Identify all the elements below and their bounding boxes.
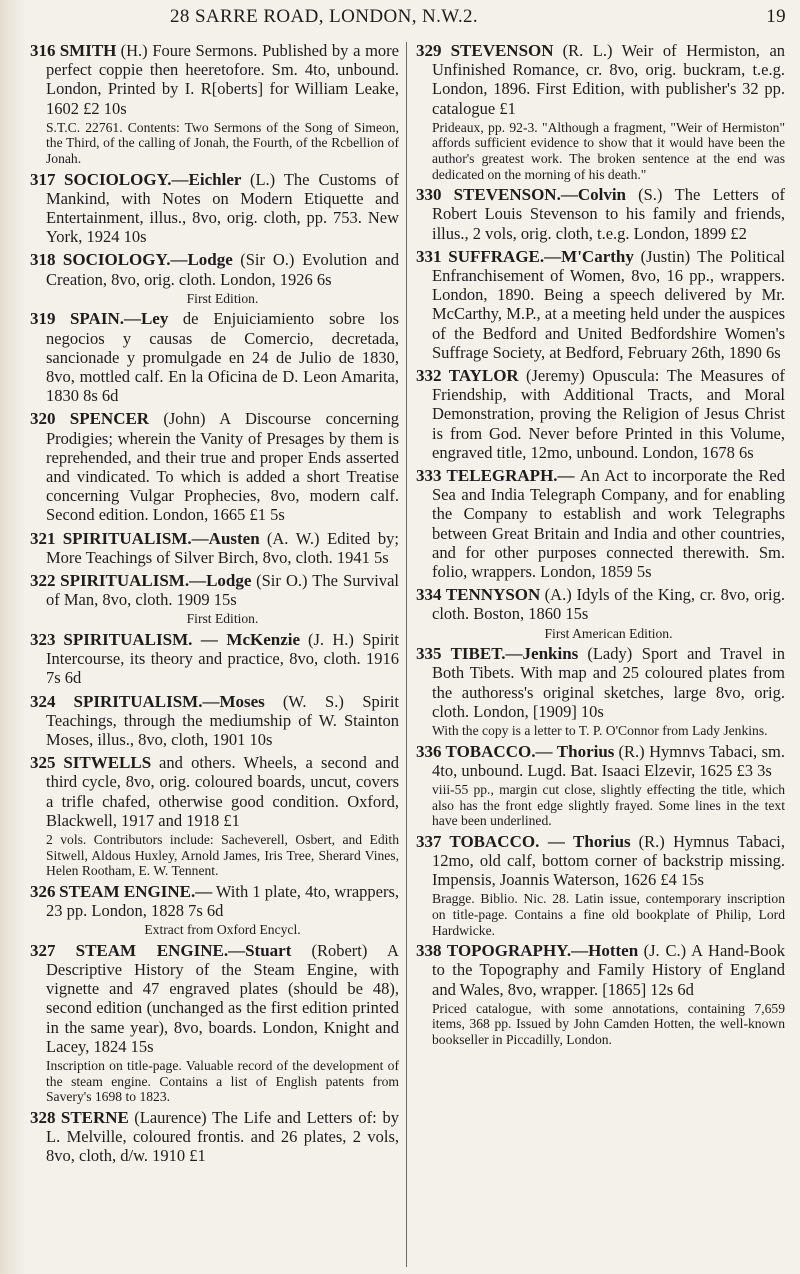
entry-description: (J. H.) Spirit Intercourse, its theory and practice, 8vo, cloth. 1916 7s 6d bbox=[46, 630, 399, 688]
catalogue-entry bbox=[30, 883, 399, 938]
entry-description: (A. W.) Edited by; More Teachings of Silver Birch, 8vo, cloth. 1941 5s bbox=[46, 528, 400, 567]
catalogue-entry bbox=[30, 171, 399, 248]
catalogue-entry bbox=[30, 310, 399, 406]
entry-number: 336 bbox=[416, 741, 442, 761]
running-header bbox=[60, 6, 786, 32]
entry-description: (Sir O.) The Survival of Man, 8vo, cloth. 1909 15s bbox=[46, 571, 399, 610]
entry-number: 328 bbox=[30, 1107, 56, 1127]
entry-note: Extract from Oxford Encycl. bbox=[144, 922, 301, 938]
entry-heading: SPIRITUALISM. — McKenzie bbox=[63, 630, 301, 650]
entry-note: First Edition. bbox=[186, 290, 259, 306]
entry-note: Priced catalogue, with some annotations, containing 7,659 items, 368 pp. Issued by John Camden Hotten, the well-known bookseller in Piccadilly, London. bbox=[432, 1000, 785, 1048]
entry-description: (R.) Hymnvs Tabaci, sm. 4to, unbound. Lugd. Bat. Isaaci Elzevir, 1625 £3 3s bbox=[432, 741, 785, 780]
left-column bbox=[30, 42, 399, 1170]
entry-description: (J. C.) A Hand-Book to the Topography and Family History of England and Wales, 8vo, wrapper. [1865] 12s 6d bbox=[432, 941, 786, 999]
entry-heading: SPIRITUALISM.—Moses bbox=[73, 691, 265, 711]
entry-heading: SPIRITUALISM.—Austen bbox=[62, 528, 260, 548]
catalogue-entry bbox=[30, 1109, 399, 1167]
catalogue-columns bbox=[30, 42, 790, 1267]
entry-description: (Robert) A Descriptive History of the Steam Engine, with vignette and 47 engraved plates (should be 48), second edition (unchanged as the first edition printed in the same year), 8vo, boards. London, Knight and Lacey, 1824 15s bbox=[46, 940, 399, 1056]
catalogue-entry bbox=[416, 248, 785, 363]
entry-description: (Laurence) The Life and Letters of: by L. Melville, coloured frontis. and 26 plates, 2 vols, 8vo, cloth, d/w. 1910 £1 bbox=[46, 1107, 399, 1166]
entry-number: 325 bbox=[30, 753, 56, 773]
entry-description: and others. Wheels, a second and third cycle, 8vo, orig. coloured boards, uncut, covers a trifle chafed, otherwise good condition. Oxford, Blackwell, 1917 and 1918 £1 bbox=[46, 753, 399, 830]
entry-note: Inscription on title-page. Valuable record of the development of the steam engine. Contains a list of English patents from Savery's 1698 to 1823. bbox=[46, 1058, 399, 1105]
entry-description: An Act to incorporate the Red Sea and India Telegraph Company, and for enabling the Company to establish and work Telegraphs between Great Britain and India and other countries, and for other purposes connected therewith. Sm. folio, wrappers. London, 1859 5s bbox=[432, 466, 785, 582]
entry-heading: STEAM ENGINE.— bbox=[59, 881, 213, 901]
entry-number: 324 bbox=[30, 691, 56, 711]
entry-heading: TOPOGRAPHY.—Hotten bbox=[446, 941, 639, 961]
entry-description: (Sir O.) Evolution and Creation, 8vo, orig. cloth. London, 1926 6s bbox=[46, 250, 399, 289]
entry-number: 332 bbox=[416, 366, 442, 386]
entry-description: With 1 plate, 4to, wrappers, 23 pp. London, 1828 7s 6d bbox=[46, 881, 400, 921]
catalogue-entry bbox=[30, 693, 399, 751]
entry-heading: SPENCER bbox=[69, 409, 150, 429]
catalogue-entry bbox=[30, 530, 399, 568]
page-edge-shadow bbox=[0, 0, 26, 1274]
entry-note: 2 vols. Contributors include: Sacheverell, Osbert, and Edith Sitwell, Aldous Huxley, Arnold James, Iris Tree, Sherard Vines, Helen Rootham, E. W. Tennent. bbox=[46, 832, 399, 879]
entry-heading: STEVENSON.—Colvin bbox=[453, 185, 627, 205]
entry-heading: TENNYSON bbox=[445, 585, 541, 605]
entry-heading: TIBET.—Jenkins bbox=[450, 644, 579, 664]
entry-number: 330 bbox=[416, 185, 442, 205]
catalogue-entry bbox=[416, 942, 785, 1047]
entry-number: 338 bbox=[416, 941, 442, 961]
entry-description: (H.) Foure Sermons. Published by a more perfect coppie then heeretofore. Sm. 4to, unbound. London, Printed by I. R[oberts] for William Leake, 1602 £2 10s bbox=[46, 41, 399, 118]
entry-heading: SOCIOLOGY.—Lodge bbox=[62, 250, 233, 270]
entry-heading: STEVENSON bbox=[450, 41, 554, 60]
entry-heading: TOBACCO.— Thorius bbox=[445, 741, 615, 761]
entry-description: (Jeremy) Opuscula: The Measures of Friendship, with Additional Tracts, and Moral Demonstration, proving the Religion of Jesus Christ is from God. Never before Printed in this Volume, engraved title, 12mo, unbound. London, 1678 6s bbox=[432, 366, 785, 462]
catalogue-entry bbox=[30, 251, 399, 306]
entry-heading: TOBACCO. — Thorius bbox=[449, 831, 631, 851]
entry-description: (L.) The Customs of Mankind, with Notes on Modern Etiquette and Entertainment, illus., 8vo, orig. cloth, pp. 753. New York, 1924 10s bbox=[46, 169, 399, 247]
catalogue-entry bbox=[30, 572, 399, 627]
page-number: 19 bbox=[766, 6, 786, 27]
entry-number: 327 bbox=[30, 940, 56, 960]
entry-heading: STERNE bbox=[60, 1107, 129, 1127]
entry-description: (John) A Discourse concerning Prodigies; wherein the Vanity of Presages by them is reprehended, and their true and proper Ends asserted and vindicated. To which is added a short Treatise concerning Vulgar Prophecies, 8vo, modern calf. Second edition. London, 1665 £1 5s bbox=[46, 409, 399, 525]
entry-description: (S.) The Letters of Robert Louis Stevenson to his family and friends, illus., 2 vols, orig. cloth, t.e.g. London, 1899 £2 bbox=[432, 185, 785, 243]
entry-description: (Justin) The Political Enfranchisement of Women, 8vo, 16 pp., wrappers. London, 1890. Being a speech delivered by Mr. McCarthy, M.P., at a meeting held under the auspices of the Bedford and United Bedfordshire Women's Suffrage Society, at Bedford, February 26th, 1890 6s bbox=[432, 246, 785, 362]
entry-note: First American Edition. bbox=[544, 625, 673, 641]
catalogue-entry bbox=[30, 42, 399, 167]
right-column bbox=[416, 42, 785, 1052]
entry-number: 331 bbox=[416, 246, 442, 266]
entry-number: 334 bbox=[416, 585, 442, 605]
entry-description: (Lady) Sport and Travel in Both Tibets. With map and 25 coloured plates from the authoress's original sketches, large 8vo, orig. cloth. London, [1909] 10s bbox=[432, 644, 785, 721]
entry-note: Prideaux, pp. 92-3. "Although a fragment, "Weir of Hermiston" affords sufficient evidence to show that it would have been the author's greatest work. The broken sentence at the end was dedicated on the morning of his death." bbox=[432, 119, 785, 182]
catalogue-entry bbox=[416, 586, 785, 641]
entry-note: viii-55 pp., margin cut close, slightly effecting the title, which also has the front edge slightly frayed. Some lines in the text have been underlined. bbox=[432, 782, 785, 829]
catalogue-entry bbox=[416, 42, 785, 182]
entry-heading: SUFFRAGE.—M'Carthy bbox=[448, 246, 634, 266]
column-divider bbox=[406, 42, 407, 1267]
entry-number: 335 bbox=[416, 644, 442, 664]
entry-number: 321 bbox=[30, 528, 56, 548]
entry-note: Bragge. Biblio. Nic. 28. Latin issue, contemporary inscription on title-page. Contains a fine old bookplate of Philip, Lord Hardwicke. bbox=[432, 891, 785, 938]
catalogue-entry bbox=[30, 631, 399, 689]
entry-number: 318 bbox=[30, 250, 56, 270]
catalogue-entry bbox=[416, 367, 785, 463]
entry-description: (R. L.) Weir of Hermiston, an Unfinished Romance, cr. 8vo, orig. buckram, t.e.g. London, 1896. First Edition, with publisher's 32 pp. catalogue £1 bbox=[432, 41, 786, 118]
entry-heading: STEAM ENGINE.—Stuart bbox=[75, 940, 292, 960]
running-title: 28 SARRE ROAD, LONDON, N.W.2. bbox=[170, 6, 479, 27]
catalogue-entry bbox=[30, 754, 399, 879]
catalogue-entry bbox=[30, 942, 399, 1105]
entry-number: 329 bbox=[416, 41, 442, 60]
catalogue-entry bbox=[416, 186, 785, 244]
entry-description: de Enjuiciamiento sobre los negocios y causas de Comercio, decretada, sancionade y promulgade en 24 de Julio de 1830, 8vo, mottled calf. En la Oficina de D. Leon Amarita, 1830 8s 6d bbox=[46, 309, 400, 406]
entry-note: S.T.C. 22761. Contents: Two Sermons of the Song of Simeon, the Third, of the calling of Jonah, the Fourth, of the Rcbellion of Jonah. bbox=[46, 119, 399, 166]
entry-description: (A.) Idyls of the King, cr. 8vo, orig. cloth. Boston, 1860 15s bbox=[432, 585, 786, 624]
catalogue-entry bbox=[416, 467, 785, 582]
entry-heading: TAYLOR bbox=[448, 366, 519, 386]
entry-heading: SITWELLS bbox=[63, 753, 152, 773]
entry-note: First Edition. bbox=[186, 611, 259, 627]
catalogue-entry bbox=[416, 645, 785, 738]
entry-number: 333 bbox=[416, 466, 442, 486]
catalogue-entry bbox=[30, 410, 399, 525]
entry-number: 319 bbox=[30, 309, 56, 329]
entry-number: 337 bbox=[416, 831, 442, 851]
entry-heading: TELEGRAPH.— bbox=[446, 466, 575, 486]
entry-number: 317 bbox=[30, 169, 56, 189]
entry-description: (R.) Hymnus Tabaci, 12mo, old calf, bottom corner of backstrip missing. Impensis, Joannis Waterson, 1626 £4 15s bbox=[432, 831, 785, 890]
entry-description: (W. S.) Spirit Teachings, through the mediumship of W. Stainton Moses, illus., 8vo, cloth, 1901 10s bbox=[46, 691, 399, 750]
entry-heading: SOCIOLOGY.—Eichler bbox=[64, 169, 242, 189]
entry-heading: SMITH bbox=[59, 41, 117, 60]
catalogue-entry bbox=[416, 833, 785, 938]
entry-heading: SPIRITUALISM.—Lodge bbox=[60, 571, 252, 591]
catalogue-entry bbox=[416, 743, 785, 829]
entry-heading: SPAIN.—Ley bbox=[69, 309, 169, 329]
entry-number: 326 bbox=[30, 881, 56, 901]
entry-note: With the copy is a letter to T. P. O'Connor from Lady Jenkins. bbox=[432, 723, 768, 739]
entry-number: 322 bbox=[30, 571, 56, 591]
entry-number: 316 bbox=[30, 41, 56, 60]
entry-number: 320 bbox=[30, 409, 56, 429]
entry-number: 323 bbox=[30, 630, 56, 650]
